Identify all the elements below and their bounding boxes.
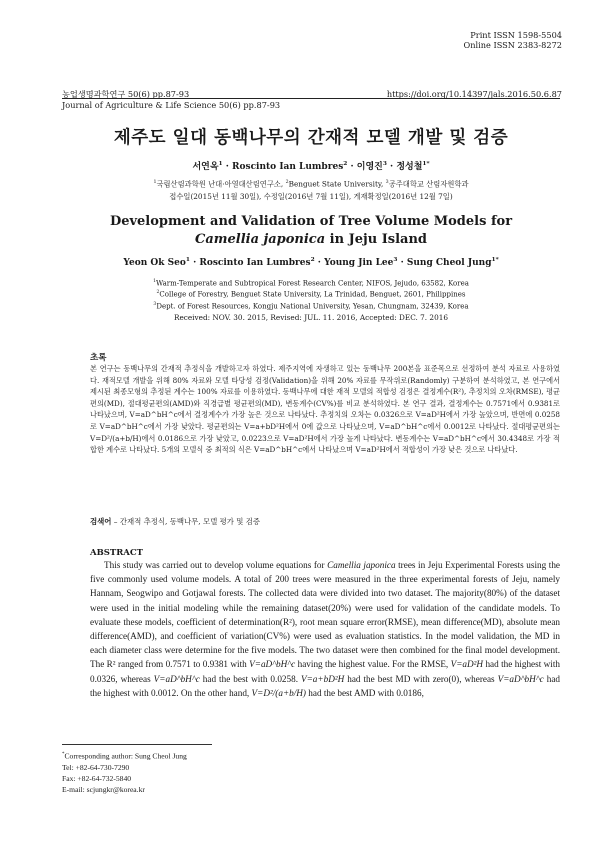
issn-block xyxy=(464,30,562,50)
english-authors: Yeon Ok Seo$^1$ · Roscinto Ian Lumbres$^2$ · Young Jin Lee$^3$ · Sung Cheol Jung$^{1*}$ xyxy=(123,257,499,268)
received-dates: Received: NOV. 30. 2015, Revised: JUL. 11. 2016, Accepted: DEC. 7. 2016 xyxy=(173,313,449,322)
korean-abstract-heading: 초록 xyxy=(90,353,107,363)
korean-authors: 서연옥$^1$ · Roscinto Ian Lumbres$^2$ · 이영진$^3$ · 정성철$^{1*}$ xyxy=(192,161,430,172)
doi-link[interactable]: https://doi.org/10.14397/jals.2016.50.6.87 xyxy=(386,89,562,99)
online-issn: Online ISSN 2383-8272 xyxy=(463,40,562,50)
footnote-rule xyxy=(62,744,212,745)
journal-english: Journal of Agriculture & Life Science 50(6) pp.87-93 xyxy=(62,100,281,110)
english-abstract-body: This study was carried out to develop volume equations for Camellia japonica trees in Jeju Experimental Forests using the five commonly used volume models. A total of 200 trees were measured in the three experimental forests of Jeju, namely Hannam, Seogwipo and Gotjawal forests. The collected data were divided into two dataset. The majority(80%) of the dataset were used in the initial modeling while the remaining dataset(20%) were used for validation of the candidate models. To evaluate these models, coefficient of determination(R²), root mean square error(RMSE), mean difference(MD), absolute mean difference(AMD), and coefficient of variation(CV%) were used as evaluation statistics. In the model validation, the MD in each diameter class were determine for the five models. The two dataset were then combined for the final model development. The R² ranged from 0.7571 to 0.9381 with V=aD^bH^c having the highest value. For the RMSE, V=aD²H had the highest with 0.0326, whereas V=aD^bH^c had the best with 0.0258. V=a+bD²H had the best MD with zero(0), whereas V=aD^bH^c had the highest with 0.0012. On the other hand, V=D²/(a+b/H) had the best AMD with 0.0186, xyxy=(90,560,561,698)
footnote: *Corresponding author: Sung Cheol Jung Tel: +82-64-730-7290 Fax: +82-64-732-5840 E-mail: scjungkr@korea.kr xyxy=(62,751,187,795)
english-abstract-heading: ABSTRACT xyxy=(90,548,143,558)
journal-korean: 농업생명과학연구 50(6) pp.87-93 xyxy=(62,89,190,99)
email[interactable]: E-mail: scjungkr@korea.kr xyxy=(62,785,145,795)
korean-abstract-body: 본 연구는 동백나무의 간재적 추정식을 개발하고자 하였다. 제주지역에 자생하고 있는 동백나무 200본을 표준목으로 선정하여 분석 자료로 사용하였다. 재적모델 개발을 위해 80% 자료와 모델 타당성 검정(Validation)을 위해 20% 자료를 무작위로(Randomly) 구분하여 분석하였고, 본 연구에서 제시된 최종모형의 추정된 계수는 100% 자료를 이용하였다. 동백나무에 대한 재적 모델의 적합성 검정은 결정계수(R²), 추정치의 오차(RMSE), 평균편의(MD), 절대평균편의(AMD)와 직경급별 평균편의(MD), 변동계수(CV%)를 비교 분석하였다. 본 연구 결과, 결정계수는 0.7571에서 0.9381로 나타났으며, V=aD^bH^c에서 결정계수가 가장 높은 것으로 나타났다. 추정치의 오차는 0.0326으로 V=aD²H에서 가장 높았으며, 반면에 0.0258로 V=aD^bH^c에서 가장 낮았다. 평균편의는 V=a+bD²H에서 0에 값으로 나타났으며, V=aD^bH^c에서 0.0012로 나타났다. 절대평균편의는 V=D²/(a+b/H)에서 0.0186으로 가장 낮았고, 0.0223으로 V=aD²H에서 가장 높게 나타났다. 변동계수는 V=aD^bH^c에서 30.4348로 가장 적합한 계수로 나타났다. 5개의 모델식 중 최적의 식은 V=aD^bH^c에서 나타났으며 V=aD²H에서 적합성이 가장 낮은 것으로 나타났다. xyxy=(90,364,560,455)
korean-title: 제주도 일대 동백나무의 간재적 모델 개발 및 검증 xyxy=(113,128,509,148)
korean-dates: 접수일(2015년 11월 30일), 수정일(2016년 7월 11일), 게재확정일(2016년 12월 7일) xyxy=(169,191,453,201)
print-issn: Print ISSN 1598-5504 xyxy=(470,30,562,40)
english-title: Development and Validation of Tree Volume Models for Camellia japonica in Jeju Island xyxy=(109,214,513,247)
keywords: 검색어 – 간재적 추정식, 동백나무, 모델 평가 및 검증 xyxy=(90,517,260,526)
korean-affiliations: $^1$국립산림과학원 난대·아열대산림연구소, $^2$Benguet State University, $^3$공주대학교 산림자원학과 접수일(2015년 11월 30일), 수정일(2016년 7월 11일), 게재확정일(2016년 12월 7일) xyxy=(62,177,560,203)
header-rule xyxy=(62,98,560,99)
english-affiliations: $^1$Warm-Temperate and Subtropical Forest Research Center, NIFOS, Jejudo, 63582, Korea $^2$College of Forestry, Benguet State University, La Trinidad, Benguet, 2601, Philippines $^3$Dept. of Forest Resources, Kongju National University, Yesan, Chungnam, 32439, Korea xyxy=(153,279,469,310)
